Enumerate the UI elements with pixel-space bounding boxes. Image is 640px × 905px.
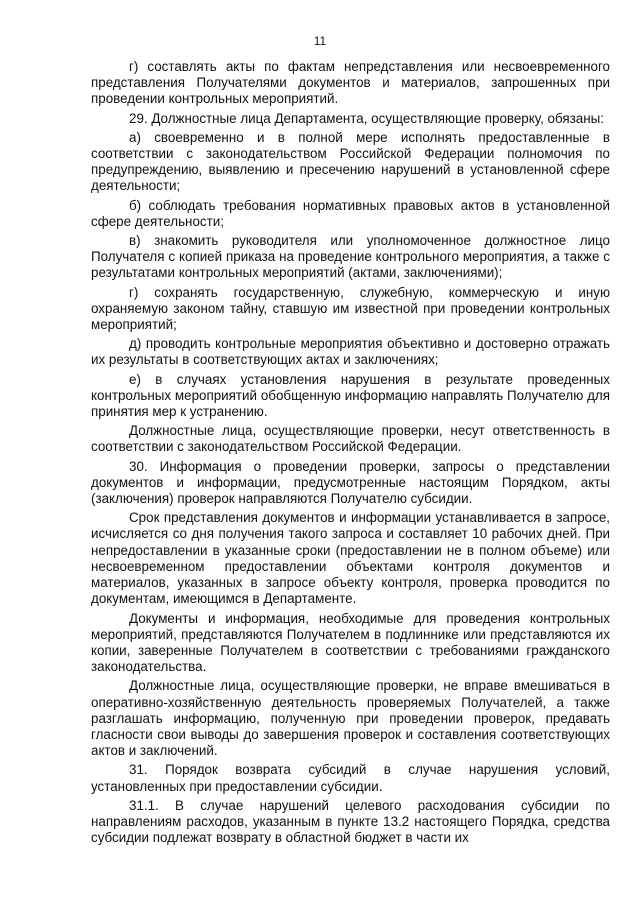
paragraph-29-e: е) в случаях установления нарушения в результате проведенных контрольных мероприятий обобщенную информацию направлять Получателю для принятия мер к устранению. xyxy=(91,371,610,420)
paragraph-29-a: а) своевременно и в полной мере исполнять предоставленные в соответствии с законодательством Российской Федерации полномочия по предупреждению, выявлению и пресечению нарушений в установленной сфере деятельности; xyxy=(91,129,610,194)
document-body xyxy=(91,59,610,849)
paragraph-documents-info: Документы и информация, необходимые для проведения контрольных мероприятий, представляются Получателем в подлиннике или представляются их копии, заверенные Получателем в соответствии с требованиями гражданского законодательства. xyxy=(91,610,610,675)
paragraph-responsibility: Должностные лица, осуществляющие проверки, несут ответственность в соответствии с законодательством Российской Федерации. xyxy=(91,423,610,455)
paragraph-31-1: 31.1. В случае нарушений целевого расходования субсидии по направлениям расходов, указанным в пункте 13.2 настоящего Порядка, средства субсидии подлежат возврату в областной бюджет в части их xyxy=(91,797,610,846)
paragraph-29-b: б) соблюдать требования нормативных правовых актов в установленной сфере деятельности; xyxy=(91,197,610,229)
paragraph-29-heading: 29. Должностные лица Департамента, осуществляющие проверку, обязаны: xyxy=(129,110,604,126)
paragraph-29-v: в) знакомить руководителя или уполномоченное должностное лицо Получателя с копией приказа на проведение контрольного мероприятия, а также с результатами контрольных мероприятий (актами, заключениями); xyxy=(91,233,610,281)
paragraph-29-g: г) сохранять государственную, служебную, коммерческую и иную охраняемую законом тайну, ставшую им известной при проведении контрольных мероприятий; xyxy=(91,284,610,333)
paragraph-31: 31. Порядок возврата субсидий в случае нарушения условий, установленных при предоставлении субсидии. xyxy=(91,762,610,794)
paragraph-non-interference: Должностные лица, осуществляющие проверки, не вправе вмешиваться в оперативно-хозяйственную деятельность проверяемых Получателей, а также разглашать информацию, полученную при проведении проверок, предавать гласности свои выводы до завершения проверок и составления соответствующих актов и заключений. xyxy=(91,678,610,759)
paragraph-g-acts: г) составлять акты по фактам непредставления или несвоевременного представления Получателями документов и материалов, запрошенных при проведении контрольных мероприятий. xyxy=(91,59,610,107)
page-number: 11 xyxy=(313,34,327,48)
paragraph-submission-term: Срок представления документов и информации устанавливается в запросе, исчисляется со дня получения такого запроса и составляет 10 рабочих дней. При непредоставлении в указанные сроки (предоставлении не в полном объеме) или несвоевременном предоставлении объектами контроля документов и материалов, указанных в запросе объекту контроля, проверка проводится по документам, имеющимся в Департаменте. xyxy=(91,510,610,607)
paragraph-30: 30. Информация о проведении проверки, запросы о представлении документов и информации, предусмотренные настоящим Порядком, акты (заключения) проверок направляются Получателю субсидии. xyxy=(91,458,610,507)
paragraph-29-d: д) проводить контрольные мероприятия объективно и достоверно отражать их результаты в соответствующих актах и заключениях; xyxy=(91,336,610,368)
